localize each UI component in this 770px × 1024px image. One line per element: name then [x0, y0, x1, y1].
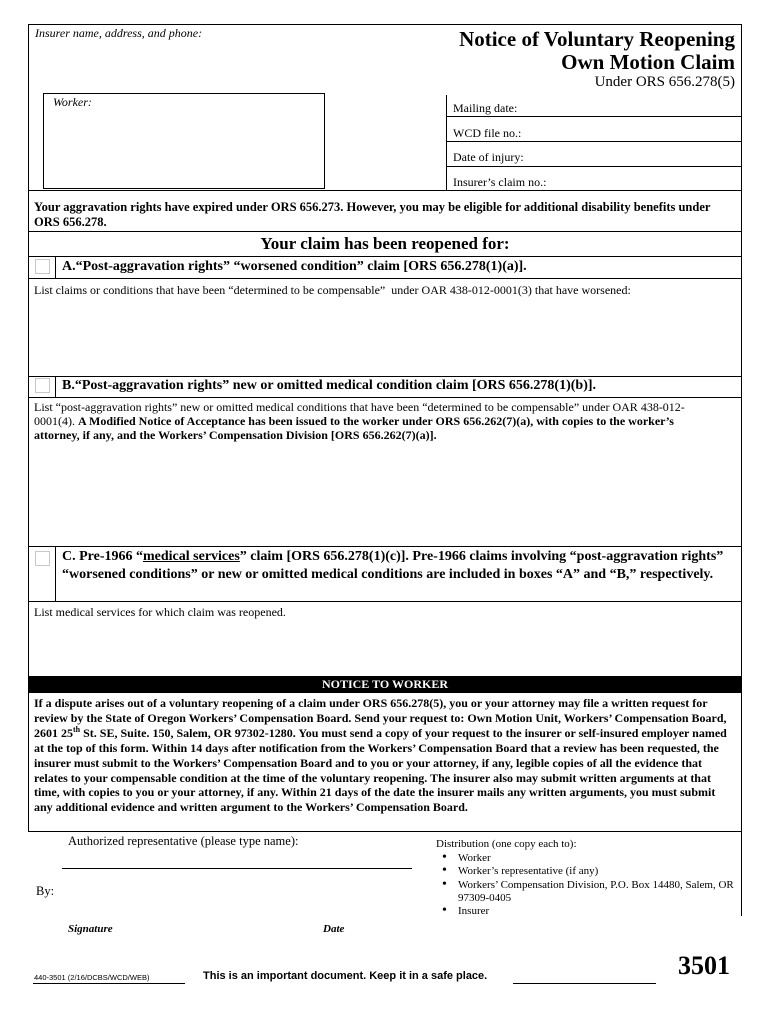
section-a-checkbox[interactable] [35, 259, 50, 274]
field-rule [446, 166, 741, 167]
reopened-heading: Your claim has been reopened for: [260, 234, 510, 253]
notice-text-part1: If a dispute arises out of a voluntary reopening of a claim under ORS 656.278(5), you or your attorney may file a written request for review by the State of Oregon Workers’ Compensation Board. Send your request to: Own Motion Unit, Workers’ Compensation Board, 2601 25 [34, 696, 727, 740]
checkbox-divider [55, 256, 56, 278]
fields-divider [446, 95, 447, 190]
top-border [28, 24, 742, 25]
wcd-file-field[interactable]: WCD file no.: [453, 126, 522, 140]
footer-rule [513, 983, 656, 984]
field-rule [446, 141, 741, 142]
section-b-instruction-plain: List “post-aggravation rights” new or omitted medical conditions that have been “determined to be compensable” under OAR 438-012-0001(4). [34, 400, 685, 428]
section-rule [28, 190, 742, 191]
notice-text [34, 696, 734, 815]
section-c-title-underlined: medical services [143, 549, 240, 564]
notice-text-sup: th [73, 724, 81, 734]
section-c-checkbox[interactable] [35, 551, 50, 566]
form-code: 440-3501 (2/16/DCBS/WCD/WEB) [34, 973, 150, 982]
section-rule [28, 831, 742, 832]
checkbox-divider [55, 546, 56, 601]
section-rule [28, 601, 742, 602]
section-c-title [62, 548, 734, 584]
form-title-line2: Own Motion Claim [561, 50, 735, 74]
distribution-item: • Workers’ Compensation Division, P.O. Box 14480, Salem, OR 97309-0405 [458, 879, 748, 906]
date-label: Date [323, 923, 345, 935]
section-c-title-pre: C. Pre-1966 “ [62, 549, 143, 564]
important-note: This is an important document. Keep it in a safe place. [203, 970, 488, 982]
form-subtitle: Under ORS 656.278(5) [594, 74, 735, 90]
notice-heading: NOTICE TO WORKER [321, 677, 449, 691]
insurer-claim-field[interactable]: Insurer’s claim no.: [453, 175, 547, 189]
checkbox-divider [55, 376, 56, 398]
distribution-heading: Distribution (one copy each to): [436, 838, 577, 850]
section-rule [28, 231, 742, 232]
section-rule [28, 397, 742, 398]
distribution-item: • Worker [458, 852, 748, 865]
section-rule [28, 278, 742, 279]
footer-rule [33, 983, 185, 984]
section-c-answer-area[interactable] [29, 622, 741, 674]
authorized-rep-label: Authorized representative (please type name): [68, 834, 299, 848]
section-b-answer-area[interactable] [29, 445, 741, 545]
by-label: By: [36, 884, 55, 898]
section-rule [28, 546, 742, 547]
insurer-label: Insurer name, address, and phone: [35, 26, 203, 40]
notice-text-part2: St. SE, Suite. 150, Salem, OR 97302-1280. You must send a copy of your request to the insurer or self-insured employer named at the top of this form. Within 14 days after notification from the Workers’ Compensation Board that a review has been requested, the insurer must submit to the Workers’ Compensation Board and to you or your attorney, if any, legible copies of all the evidence that relates to your compensable condition at the time of the voluntary reopening. The insurer also may submit written arguments at that time, with copies to you or your attorney, if any. Within 21 days of the date the insurer mails any written arguments, you must submit any additional evidence and written argument to the Workers’ Compensation Board. [34, 725, 727, 815]
section-a-title: A.“Post-aggravation rights” “worsened condition” claim [ORS 656.278(1)(a)]. [62, 259, 527, 274]
distribution-list [436, 852, 748, 918]
section-a-instruction: List claims or conditions that have been “determined to be compensable” under OAR 438-012-0001(3) that have worsened: [34, 283, 631, 297]
section-c-instruction: List medical services for which claim was reopened. [34, 605, 286, 619]
section-c-title-post: ” claim [ORS 656.278(1)(c)]. Pre-1966 claims involving “post-aggravation rights” “worsened conditions” or new or omitted medical conditions are included in boxes “A” and “B,” respectively. [62, 549, 724, 582]
form-number: 3501 [678, 951, 730, 980]
section-a-answer-area[interactable] [29, 300, 741, 375]
notice-heading-bar [28, 676, 742, 693]
form-title-line1: Notice of Voluntary Reopening [459, 27, 735, 51]
distribution-item: • Insurer [458, 905, 748, 918]
date-of-injury-field[interactable]: Date of injury: [453, 150, 524, 164]
left-border [28, 24, 29, 832]
mailing-date-field[interactable]: Mailing date: [453, 101, 518, 115]
distribution-item: • Worker’s representative (if any) [458, 865, 748, 878]
section-b-instruction-bold: A Modified Notice of Acceptance has been issued to the worker under ORS 656.262(7)(a), with copies to the worker’s attorney, if any, and the Workers’ Compensation Division [ORS 656.262(7)(a)]. [34, 414, 674, 442]
section-b-instruction [34, 400, 720, 442]
section-b-title: B.“Post-aggravation rights” new or omitted medical condition claim [ORS 656.278(1)(b)]. [62, 378, 597, 393]
authorized-rep-line[interactable] [62, 868, 412, 869]
section-rule [28, 256, 742, 257]
section-rule [28, 376, 742, 377]
section-b-checkbox[interactable] [35, 378, 50, 393]
right-border [741, 24, 742, 916]
aggravation-notice: Your aggravation rights have expired under ORS 656.273. However, you may be eligible for additional disability benefits under ORS 656.278. [34, 200, 711, 229]
signature-label: Signature [68, 923, 113, 935]
worker-label: Worker: [53, 95, 92, 109]
field-rule [446, 116, 741, 117]
